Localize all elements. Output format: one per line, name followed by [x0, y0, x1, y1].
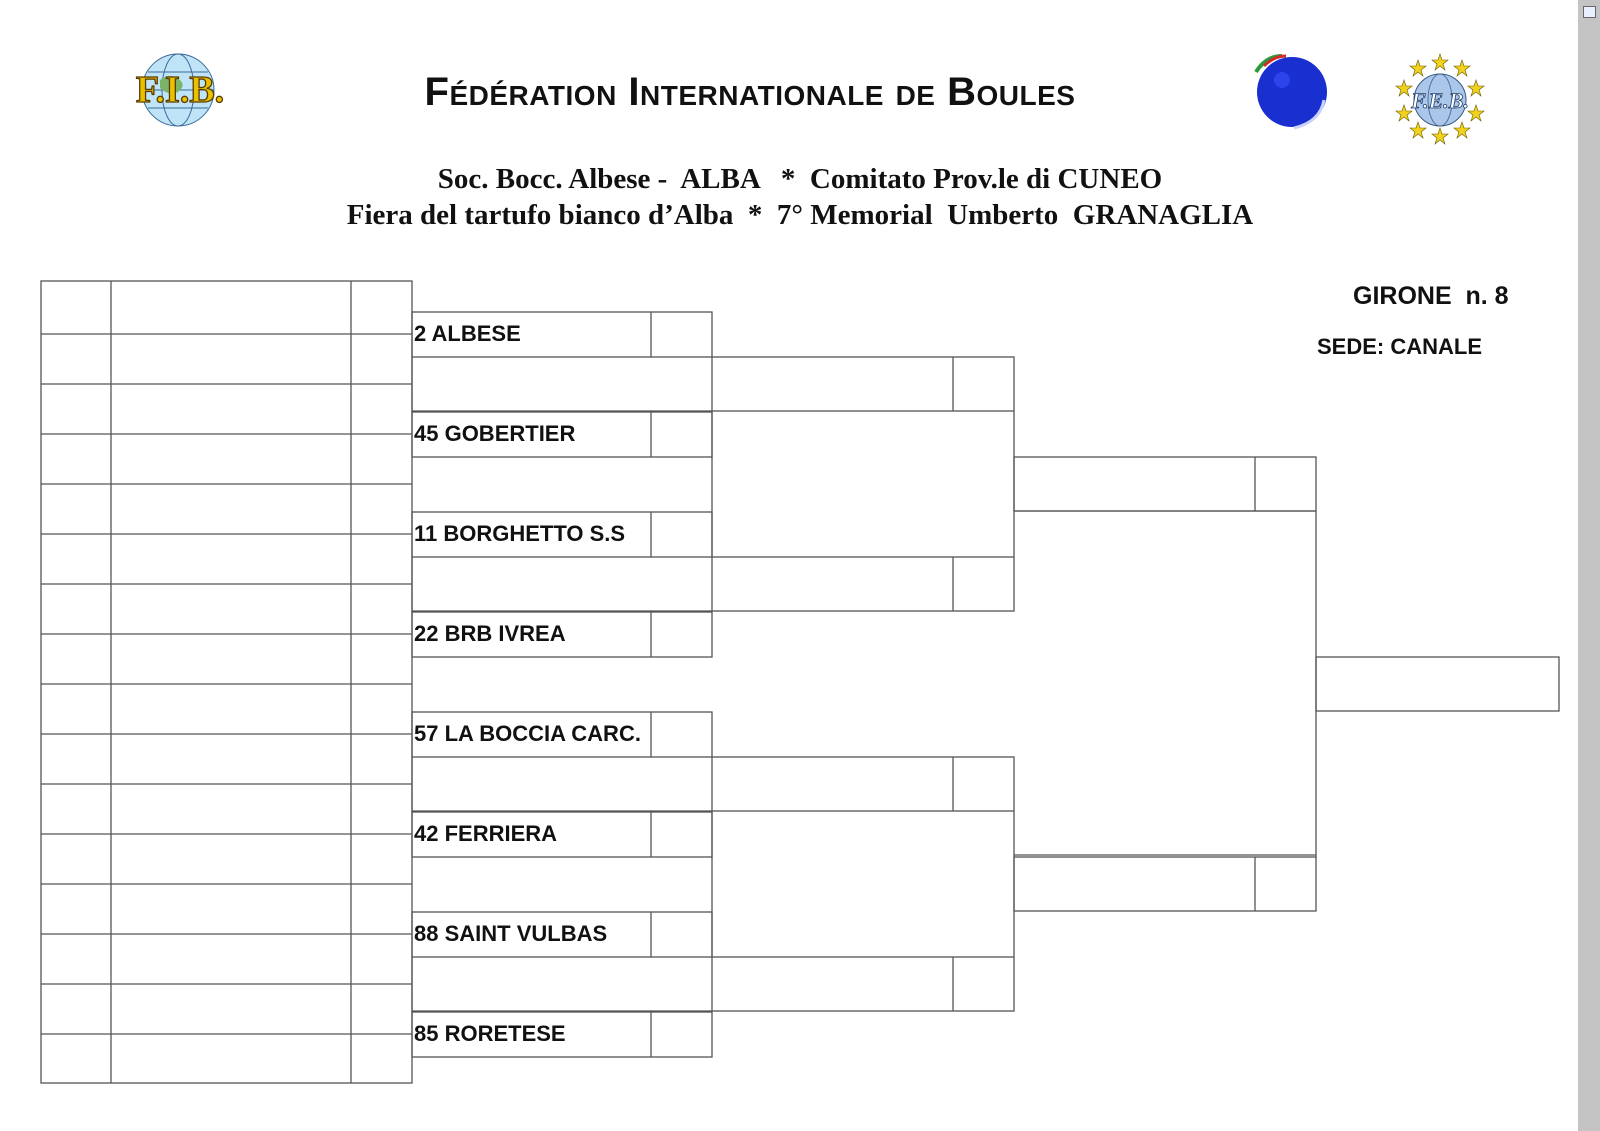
- team-8: 85 RORETESE: [414, 1021, 566, 1046]
- team-2: 45 GOBERTIER: [414, 421, 576, 446]
- viewer-scrollbar[interactable]: [1578, 0, 1600, 1131]
- team-7: 88 SAINT VULBAS: [414, 921, 608, 946]
- federation-title: Fédération Internationale de Boules: [424, 70, 1076, 114]
- score-table-frame: [41, 281, 412, 1083]
- fib-logo-text: F.I.B.: [135, 69, 225, 111]
- team-4: 22 BRB IVREA: [414, 621, 566, 646]
- document-icon[interactable]: [1583, 6, 1596, 18]
- semifinal-box-2: [1014, 857, 1316, 911]
- round2-box-4: [712, 957, 1014, 1011]
- sede-label: SEDE: CANALE: [1317, 334, 1483, 359]
- round2-box-1: [712, 357, 1014, 411]
- semifinal-box-1: [1014, 457, 1316, 511]
- subtitle-line-1: Soc. Bocc. Albese - ALBA * Comitato Prov.le di CUNEO: [437, 163, 1163, 195]
- round2-box-2: [712, 557, 1014, 611]
- round2-box-3: [712, 757, 1014, 811]
- team-6: 42 FERRIERA: [414, 821, 558, 846]
- team-1: 2 ALBESE: [414, 321, 521, 346]
- final-box: [1316, 657, 1559, 711]
- team-3: 11 BORGHETTO S.S: [414, 521, 626, 546]
- girone-label: GIRONE n. 8: [1353, 282, 1509, 310]
- team-5: 57 LA BOCCIA CARC.: [414, 721, 641, 746]
- feb-logo-text: F.E.B.: [1411, 88, 1469, 113]
- subtitle-line-2: Fiera del tartufo bianco d’Alba * 7° Memorial Umberto GRANAGLIA: [346, 199, 1254, 231]
